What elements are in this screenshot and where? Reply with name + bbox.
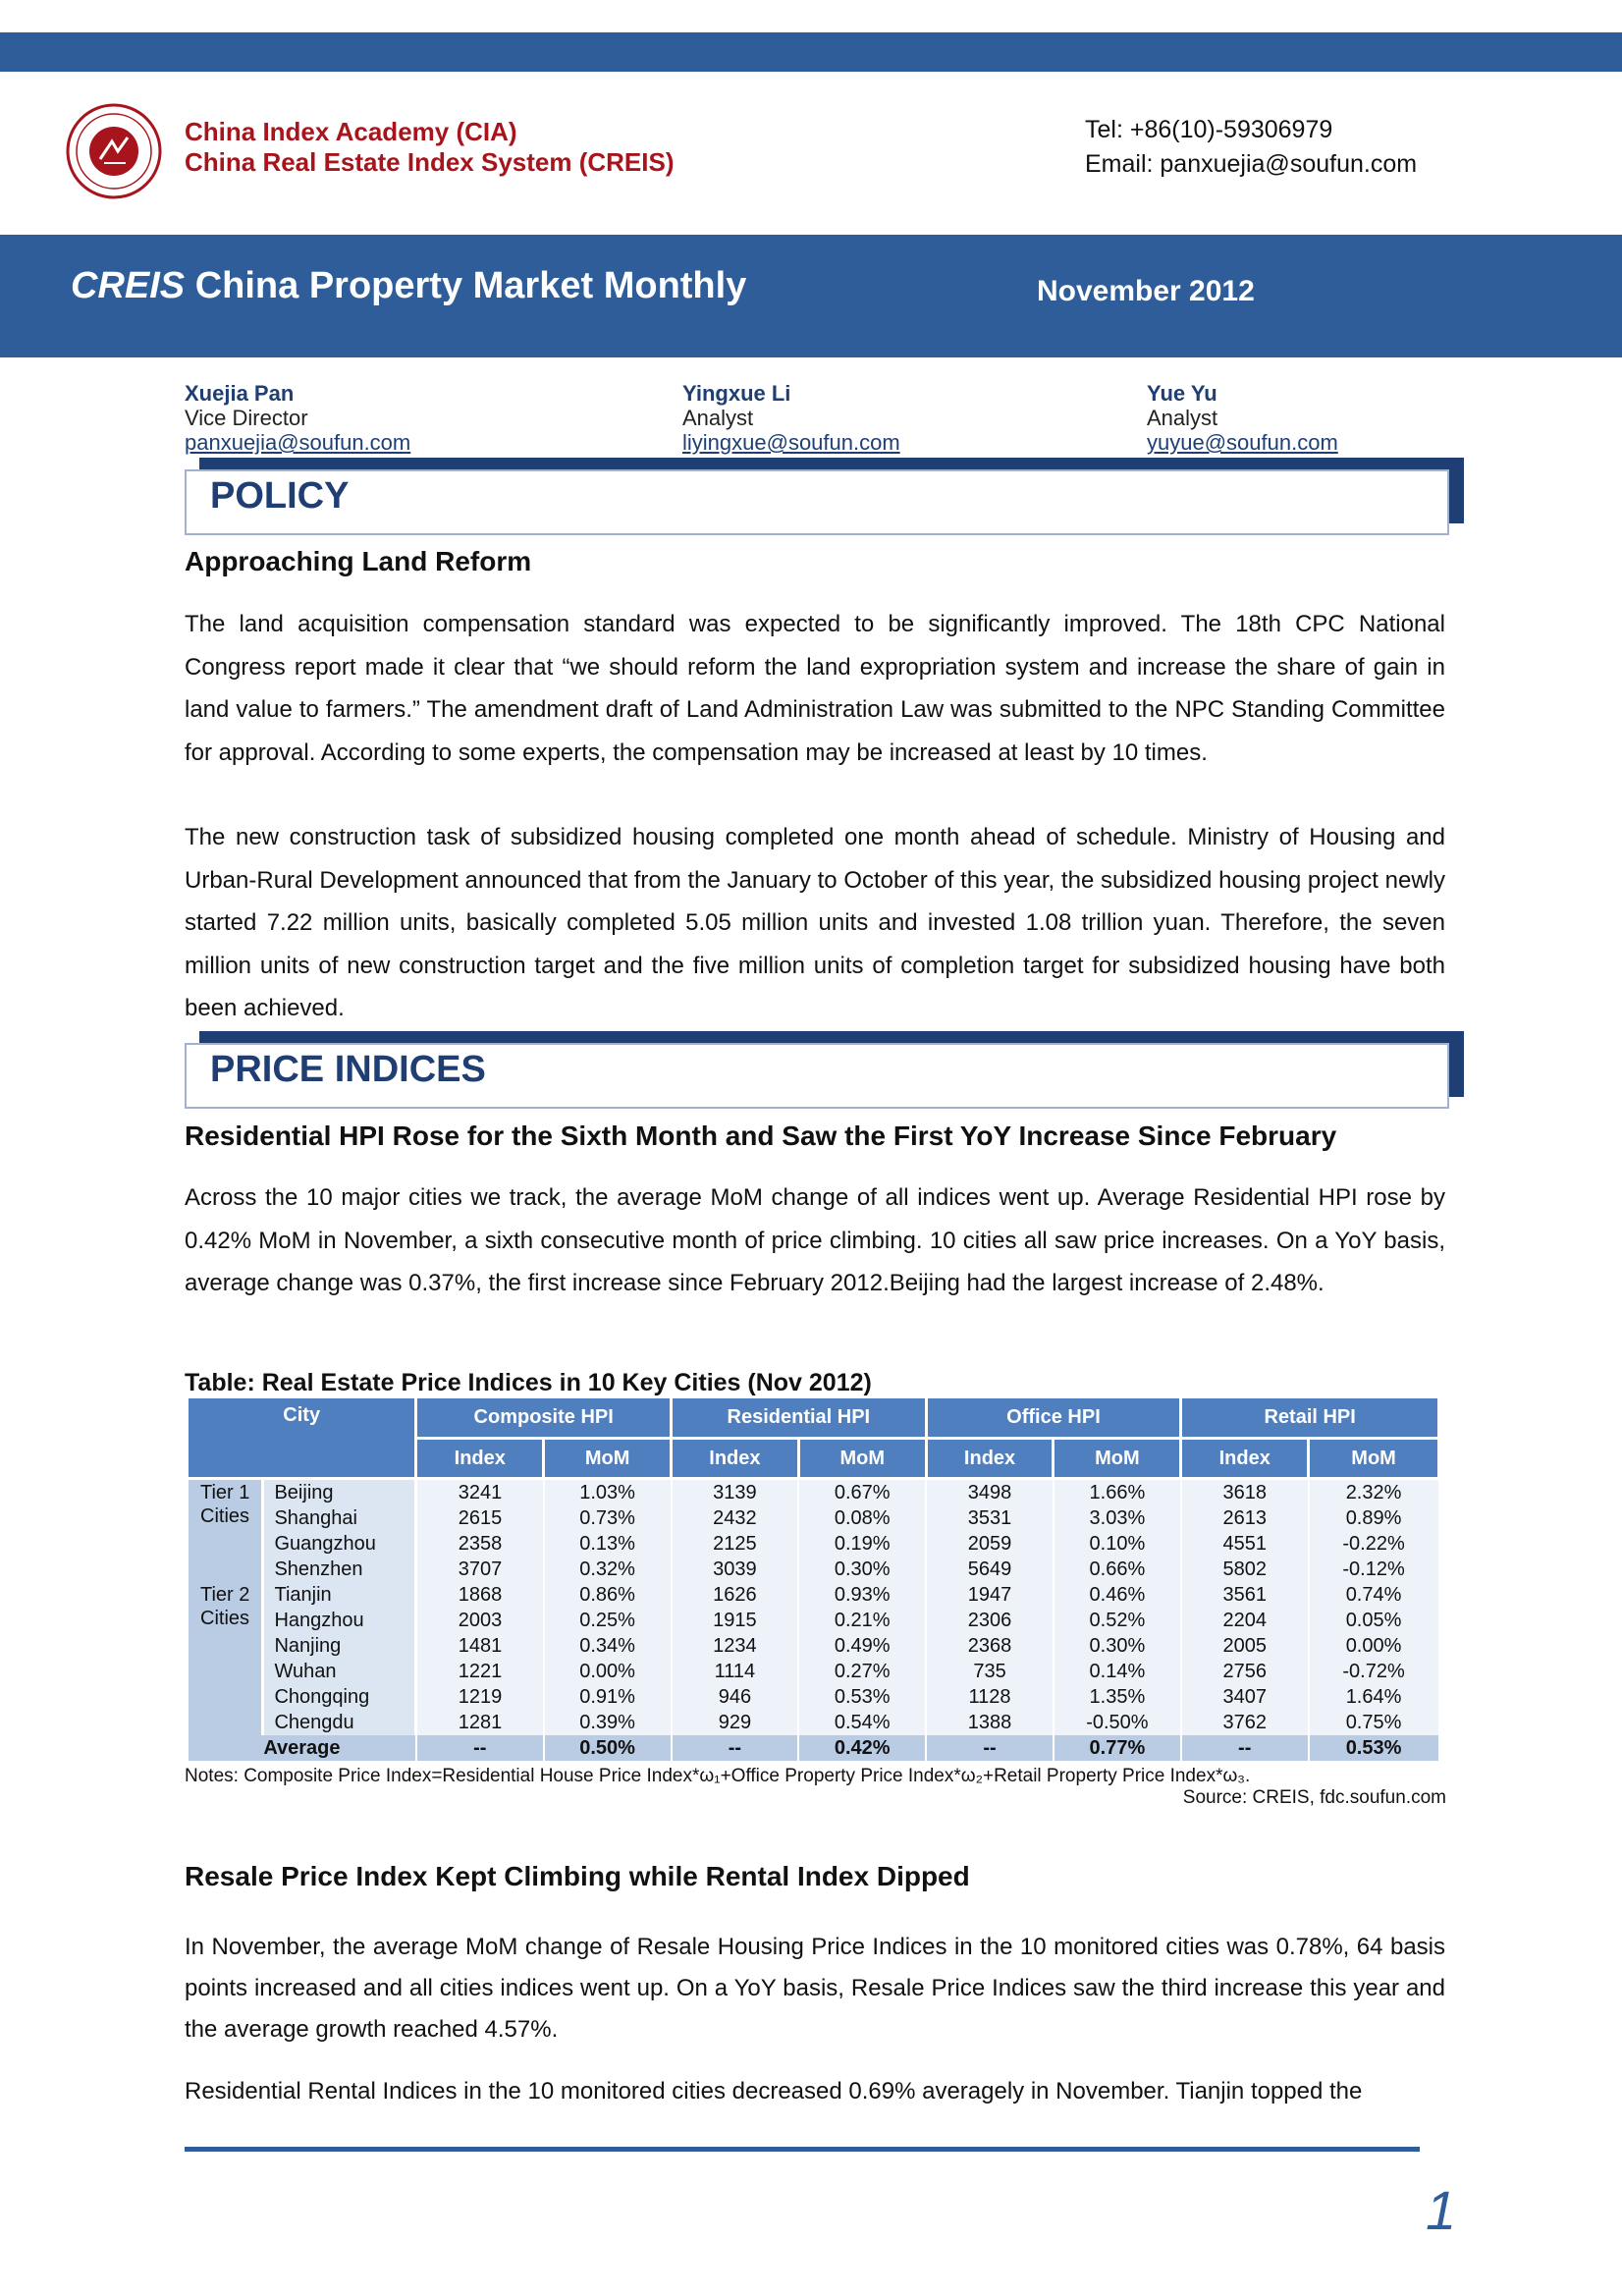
table-row [189, 1633, 1439, 1659]
table-caption: Table: Real Estate Price Indices in 10 Key Cities (Nov 2012) [185, 1369, 872, 1396]
contact-tel: Tel: +86(10)-59306979 [1085, 116, 1333, 143]
table-cell: 1947 [926, 1582, 1054, 1608]
section-header-box [185, 469, 1449, 535]
author-email-link[interactable]: yuyue@soufun.com [1147, 430, 1338, 455]
table-cell: 2613 [1181, 1505, 1309, 1531]
city-name: Wuhan [263, 1659, 416, 1684]
table-cell: 1.66% [1054, 1479, 1181, 1506]
table-cell: 0.42% [798, 1735, 926, 1761]
author-role: Analyst [1147, 406, 1218, 430]
table-cell: 2125 [672, 1531, 799, 1557]
table-cell: 3407 [1181, 1684, 1309, 1710]
city-name: Hangzhou [263, 1608, 416, 1633]
table-cell: 0.00% [544, 1659, 672, 1684]
table-row [189, 1659, 1439, 1684]
table-cell: 2059 [926, 1531, 1054, 1557]
author-block [682, 381, 900, 455]
table-cell: 2.32% [1309, 1479, 1439, 1506]
table-cell: 0.52% [1054, 1608, 1181, 1633]
table-notes: Notes: Composite Price Index=Residential House Price Index*ω₁+Office Property Price Index*ω₂+Retail Property Price Index*ω₃. [185, 1766, 1251, 1786]
table-cell: 0.74% [1309, 1582, 1439, 1608]
group-header: Composite HPI [416, 1398, 672, 1439]
table-cell: -0.12% [1309, 1557, 1439, 1582]
table-cell: 3139 [672, 1479, 799, 1506]
group-header: Retail HPI [1181, 1398, 1439, 1439]
table-header-row [189, 1398, 1439, 1439]
author-email-link[interactable]: liyingxue@soufun.com [682, 430, 900, 455]
table-cell: 0.08% [798, 1505, 926, 1531]
table-cell: 3762 [1181, 1710, 1309, 1735]
table-cell: 0.54% [798, 1710, 926, 1735]
table-row [189, 1557, 1439, 1582]
table-cell: 0.32% [544, 1557, 672, 1582]
table-cell: 3039 [672, 1557, 799, 1582]
table-cell: 0.27% [798, 1659, 926, 1684]
author-block [185, 381, 410, 455]
tier-2-label [189, 1582, 263, 1735]
table-cell: -- [672, 1735, 799, 1761]
author-block [1147, 381, 1338, 455]
table-cell: 0.66% [1054, 1557, 1181, 1582]
table-cell: 0.34% [544, 1633, 672, 1659]
table-cell: 2756 [1181, 1659, 1309, 1684]
policy-paragraph-1: The land acquisition compensation standard was expected to be significantly improved. The 18th CPC National Congress report made it clear that “we should reform the land expropriation system and increase the share of gain in land value to farmers.” The amendment draft of Land Administration Law was submitted to the NPC Standing Committee for approval. According to some experts, the compensation may be increased at least by 10 times. [185, 611, 1445, 766]
table-cell: 3241 [416, 1479, 544, 1506]
table-cell: 1.35% [1054, 1684, 1181, 1710]
table-cell: 3561 [1181, 1582, 1309, 1608]
price-paragraph-2: In November, the average MoM change of Resale Housing Price Indices in the 10 monitored cities was 0.78%, 64 basis points increased and all cities indices went up. On a YoY basis, Resale Price Indices saw the third increase this year and the average growth reached 4.57%. [185, 1934, 1445, 2043]
table-cell: 0.19% [798, 1531, 926, 1557]
table-cell: 5802 [1181, 1557, 1309, 1582]
table-cell: 0.05% [1309, 1608, 1439, 1633]
city-name: Chengdu [263, 1710, 416, 1735]
table-row [189, 1505, 1439, 1531]
table-cell: 0.75% [1309, 1710, 1439, 1735]
table-cell: 0.21% [798, 1608, 926, 1633]
table-cell: 2003 [416, 1608, 544, 1633]
table-cell: 5649 [926, 1557, 1054, 1582]
table-row [189, 1608, 1439, 1633]
table-cell: 0.53% [798, 1684, 926, 1710]
org-name-creis: China Real Estate Index System (CREIS) [185, 147, 675, 177]
table-row [189, 1479, 1439, 1506]
tier-name: Tier 2 [200, 1584, 250, 1606]
report-brand: CREIS [71, 265, 186, 306]
table-cell: -0.72% [1309, 1659, 1439, 1684]
table-cell: 0.30% [798, 1557, 926, 1582]
price-heading-2: Resale Price Index Kept Climbing while Rental Index Dipped [185, 1861, 970, 1891]
top-bar [0, 32, 1622, 72]
table-average-row [189, 1735, 1439, 1761]
contact-email[interactable]: Email: panxuejia@soufun.com [1085, 150, 1418, 178]
table-cell: 0.89% [1309, 1505, 1439, 1531]
table-cell: 1281 [416, 1710, 544, 1735]
policy-paragraph-2: The new construction task of subsidized housing completed one month ahead of schedule. Ministry of Housing and Urban-Rural Development announced that from the January to October of this year, the subsidized housing project newly started 7.22 million units, basically completed 5.05 million units and invested 1.08 trillion yuan. Therefore, the seven million units of new construction target and the five million units of completion target for subsidized housing have both been achieved. [185, 824, 1445, 1021]
table-cell: 4551 [1181, 1531, 1309, 1557]
report-title [71, 265, 746, 307]
table-cell: 2358 [416, 1531, 544, 1557]
report-date: November 2012 [1037, 275, 1255, 307]
table-cell: 1128 [926, 1684, 1054, 1710]
table-cell: 0.00% [1309, 1633, 1439, 1659]
author-email-link[interactable]: panxuejia@soufun.com [185, 430, 411, 455]
org-name-cia: China Index Academy (CIA) [185, 117, 517, 146]
table-cell: 3.03% [1054, 1505, 1181, 1531]
table-cell: 1114 [672, 1659, 799, 1684]
table-cell: 3498 [926, 1479, 1054, 1506]
city-name: Beijing [263, 1479, 416, 1506]
author-name: Yue Yu [1147, 381, 1217, 406]
table-cell: 0.14% [1054, 1659, 1181, 1684]
policy-heading: Approaching Land Reform [185, 546, 532, 576]
table-cell: 1.03% [544, 1479, 672, 1506]
author-role: Analyst [682, 406, 754, 430]
table-cell: 0.49% [798, 1633, 926, 1659]
table-cell: 1915 [672, 1608, 799, 1633]
table-cell: 0.25% [544, 1608, 672, 1633]
group-header: Office HPI [926, 1398, 1181, 1439]
table-cell: 0.13% [544, 1531, 672, 1557]
table-cell: 0.86% [544, 1582, 672, 1608]
table-cell: 0.67% [798, 1479, 926, 1506]
table-cell: 0.30% [1054, 1633, 1181, 1659]
table-cell: 3618 [1181, 1479, 1309, 1506]
table-row [189, 1684, 1439, 1710]
city-name: Nanjing [263, 1633, 416, 1659]
page-number: 1 [1426, 2179, 1457, 2241]
table-cell: 1.64% [1309, 1684, 1439, 1710]
table-cell: -- [926, 1735, 1054, 1761]
tier-1-label [189, 1479, 263, 1583]
city-header: City [189, 1398, 416, 1479]
table-cell: 2306 [926, 1608, 1054, 1633]
tier-name: Tier 1 [200, 1482, 250, 1503]
table-cell: 0.53% [1309, 1735, 1439, 1761]
table-cell: 946 [672, 1684, 799, 1710]
table-cell: 2204 [1181, 1608, 1309, 1633]
sub-header-mom: MoM [544, 1439, 672, 1479]
table-cell: 1234 [672, 1633, 799, 1659]
table-cell: 2615 [416, 1505, 544, 1531]
table-cell: 2368 [926, 1633, 1054, 1659]
price-index-table [189, 1398, 1440, 1761]
footer-rule [185, 2147, 1420, 2152]
table-cell: 1221 [416, 1659, 544, 1684]
city-name: Shanghai [263, 1505, 416, 1531]
table-cell: 0.39% [544, 1710, 672, 1735]
city-name: Chongqing [263, 1684, 416, 1710]
table-cell: 2432 [672, 1505, 799, 1531]
table-row [189, 1582, 1439, 1608]
tier-cities-word: Cities [200, 1505, 250, 1527]
table-row [189, 1710, 1439, 1735]
price-paragraph-1: Across the 10 major cities we track, the average MoM change of all indices went up. Average Residential HPI rose by 0.42% MoM in November, a sixth consecutive month of price climbing. 10 cities all saw price increases. On a YoY basis, average change was 0.37%, the first increase since February 2012.Beijing had the largest increase of 2.48%. [185, 1184, 1445, 1296]
table-cell: 1219 [416, 1684, 544, 1710]
table-cell: 0.73% [544, 1505, 672, 1531]
sub-header-index: Index [416, 1439, 544, 1479]
sub-header-mom: MoM [798, 1439, 926, 1479]
city-name: Shenzhen [263, 1557, 416, 1582]
table-cell: 1481 [416, 1633, 544, 1659]
table-cell: 0.77% [1054, 1735, 1181, 1761]
price-heading-1: Residential HPI Rose for the Sixth Month and Saw the First YoY Increase Since February [185, 1121, 1337, 1151]
table-cell: 3531 [926, 1505, 1054, 1531]
author-name: Xuejia Pan [185, 381, 295, 406]
sub-header-mom: MoM [1309, 1439, 1439, 1479]
sub-header-index: Index [926, 1439, 1054, 1479]
city-name: Guangzhou [263, 1531, 416, 1557]
sub-header-mom: MoM [1054, 1439, 1181, 1479]
table-cell: 735 [926, 1659, 1054, 1684]
section-title-policy: POLICY [210, 475, 350, 517]
table-cell: 3707 [416, 1557, 544, 1582]
group-header: Residential HPI [672, 1398, 927, 1439]
tier-cities-word: Cities [200, 1608, 250, 1629]
table-cell: 1868 [416, 1582, 544, 1608]
table-cell: 1626 [672, 1582, 799, 1608]
table-cell: -0.50% [1054, 1710, 1181, 1735]
cia-seal-logo [65, 102, 163, 200]
table-cell: 0.10% [1054, 1531, 1181, 1557]
table-source: Source: CREIS, fdc.soufun.com [1182, 1787, 1446, 1808]
price-paragraph-3: Residential Rental Indices in the 10 monitored cities decreased 0.69% averagely in November. Tianjin topped the [185, 2078, 1363, 2105]
table-cell: 1388 [926, 1710, 1054, 1735]
table-cell: 0.91% [544, 1684, 672, 1710]
author-name: Yingxue Li [682, 381, 791, 406]
table-cell: 0.50% [544, 1735, 672, 1761]
table-row [189, 1531, 1439, 1557]
table-cell: -0.22% [1309, 1531, 1439, 1557]
city-name: Tianjin [263, 1582, 416, 1608]
author-role: Vice Director [185, 406, 308, 430]
table-cell: 0.93% [798, 1582, 926, 1608]
table-cell: -- [416, 1735, 544, 1761]
table-cell: 929 [672, 1710, 799, 1735]
section-title-price-indices: PRICE INDICES [210, 1049, 486, 1090]
table-cell: 2005 [1181, 1633, 1309, 1659]
report-title-text: China Property Market Monthly [194, 265, 747, 306]
sub-header-index: Index [1181, 1439, 1309, 1479]
table-cell: 0.46% [1054, 1582, 1181, 1608]
sub-header-index: Index [672, 1439, 799, 1479]
average-label: Average [189, 1735, 416, 1761]
table-cell: -- [1181, 1735, 1309, 1761]
